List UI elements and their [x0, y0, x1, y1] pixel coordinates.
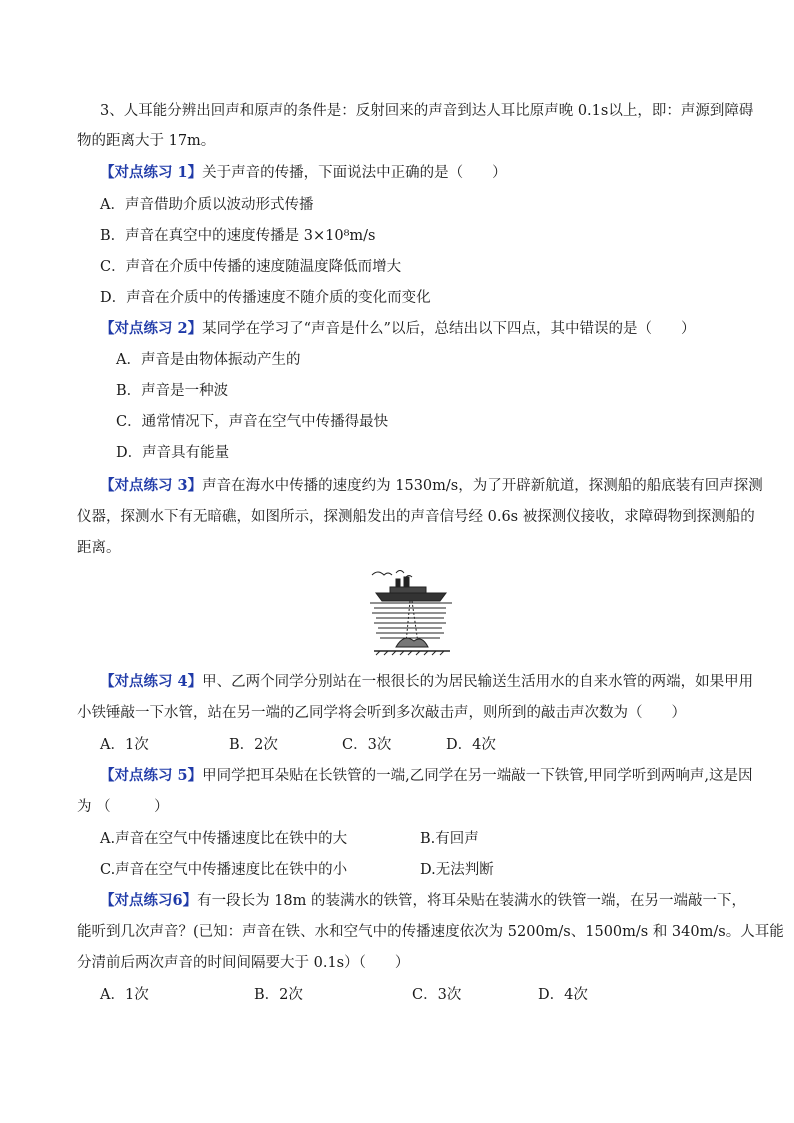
q3-text-1: 声音在海水中传播的速度约为 1530m/s，为了开辟新航道，探测船的船底装有回声探测 — [202, 478, 763, 494]
q4-option-a: A．1次 — [100, 737, 149, 753]
q5-option-c: C.声音在空气中传播速度比在铁中的小 — [100, 862, 348, 878]
sonar-ship-figure — [366, 567, 456, 663]
q1-option-c: C．声音在介质中传播的速度随温度降低而增大 — [100, 259, 402, 275]
q6-option-c: C．3次 — [412, 987, 462, 1003]
q4-tag: 【对点练习 4】 — [100, 673, 203, 690]
q3-tag: 【对点练习 3】 — [100, 477, 203, 494]
intro-line-1: 3、人耳能分辨出回声和原声的条件是：反射回来的声音到达人耳比原声晚 0.1s以上，即：声源到障碍 — [100, 103, 754, 119]
q6-line-2: 能听到几次声音？(已知：声音在铁、水和空气中的传播速度依次为 5200m/s、1500m/s 和 340m/s。人耳能 — [77, 924, 784, 940]
q6-option-d: D．4次 — [538, 987, 588, 1003]
q1-option-d: D．声音在介质中的传播速度不随介质的变化而变化 — [100, 290, 431, 306]
q5-line-1 — [100, 766, 752, 786]
q3-line-2: 仪器，探测水下有无暗礁，如图所示，探测船发出的声音信号经 0.6s 被探测仪接收，求障碍物到探测船的 — [77, 509, 755, 525]
q2-tag: 【对点练习 2】 — [100, 320, 203, 337]
q3-line-1 — [100, 476, 763, 496]
q5-text-1: 甲同学把耳朵贴在长铁管的一端,乙同学在另一端敲一下铁管,甲同学听到两响声,这是因 — [202, 768, 753, 784]
q6-line-1 — [100, 891, 746, 911]
q6-option-b: B．2次 — [254, 987, 303, 1003]
q2-option-c: C．通常情况下，声音在空气中传播得最快 — [116, 414, 389, 430]
q1-option-a: A．声音借助介质以波动形式传播 — [100, 197, 314, 213]
q2-option-a: A．声音是由物体振动产生的 — [116, 352, 301, 368]
q1-stem-line — [100, 163, 507, 183]
q4-option-c: C．3次 — [342, 737, 392, 753]
q6-tag: 【对点练习6】 — [100, 892, 198, 909]
q4-text-1: 甲、乙两个同学分别站在一根很长的为居民输送生活用水的自来水管的两端，如果甲用 — [202, 674, 754, 690]
q6-option-a: A．1次 — [100, 987, 149, 1003]
intro-line-2: 物的距离大于 17m。 — [77, 133, 216, 149]
q2-stem-line — [100, 319, 695, 339]
q5-option-a: A.声音在空气中传播速度比在铁中的大 — [100, 831, 348, 847]
q1-tag: 【对点练习 1】 — [100, 164, 203, 181]
q5-line-2: 为 （ ） — [77, 799, 169, 815]
q4-option-b: B．2次 — [229, 737, 278, 753]
q2-stem: 某同学在学习了“声音是什么”以后，总结出以下四点，其中错误的是（ ） — [202, 321, 696, 337]
q3-line-3: 距离。 — [77, 540, 121, 556]
q1-stem: 关于声音的传播，下面说法中正确的是（ ） — [202, 165, 507, 181]
q4-line-2: 小铁锤敲一下水管，站在另一端的乙同学将会听到多次敲击声，则所到的敲击声次数为（ ） — [77, 705, 686, 721]
q2-option-d: D．声音具有能量 — [116, 445, 230, 461]
q5-option-b: B.有回声 — [420, 831, 479, 847]
q6-line-3: 分清前后两次声音的时间间隔要大于 0.1s）（ ） — [77, 955, 410, 971]
q5-option-d: D.无法判断 — [420, 862, 494, 878]
q4-option-d: D．4次 — [446, 737, 496, 753]
q1-option-b: B．声音在真空中的速度传播是 3×10⁸m/s — [100, 228, 376, 244]
q6-text-1: 有一段长为 18m 的装满水的铁管，将耳朵贴在装满水的铁管一端，在另一端敲一下， — [197, 893, 747, 909]
q4-line-1 — [100, 672, 753, 692]
q5-tag: 【对点练习 5】 — [100, 767, 203, 784]
q2-option-b: B．声音是一种波 — [116, 383, 229, 399]
